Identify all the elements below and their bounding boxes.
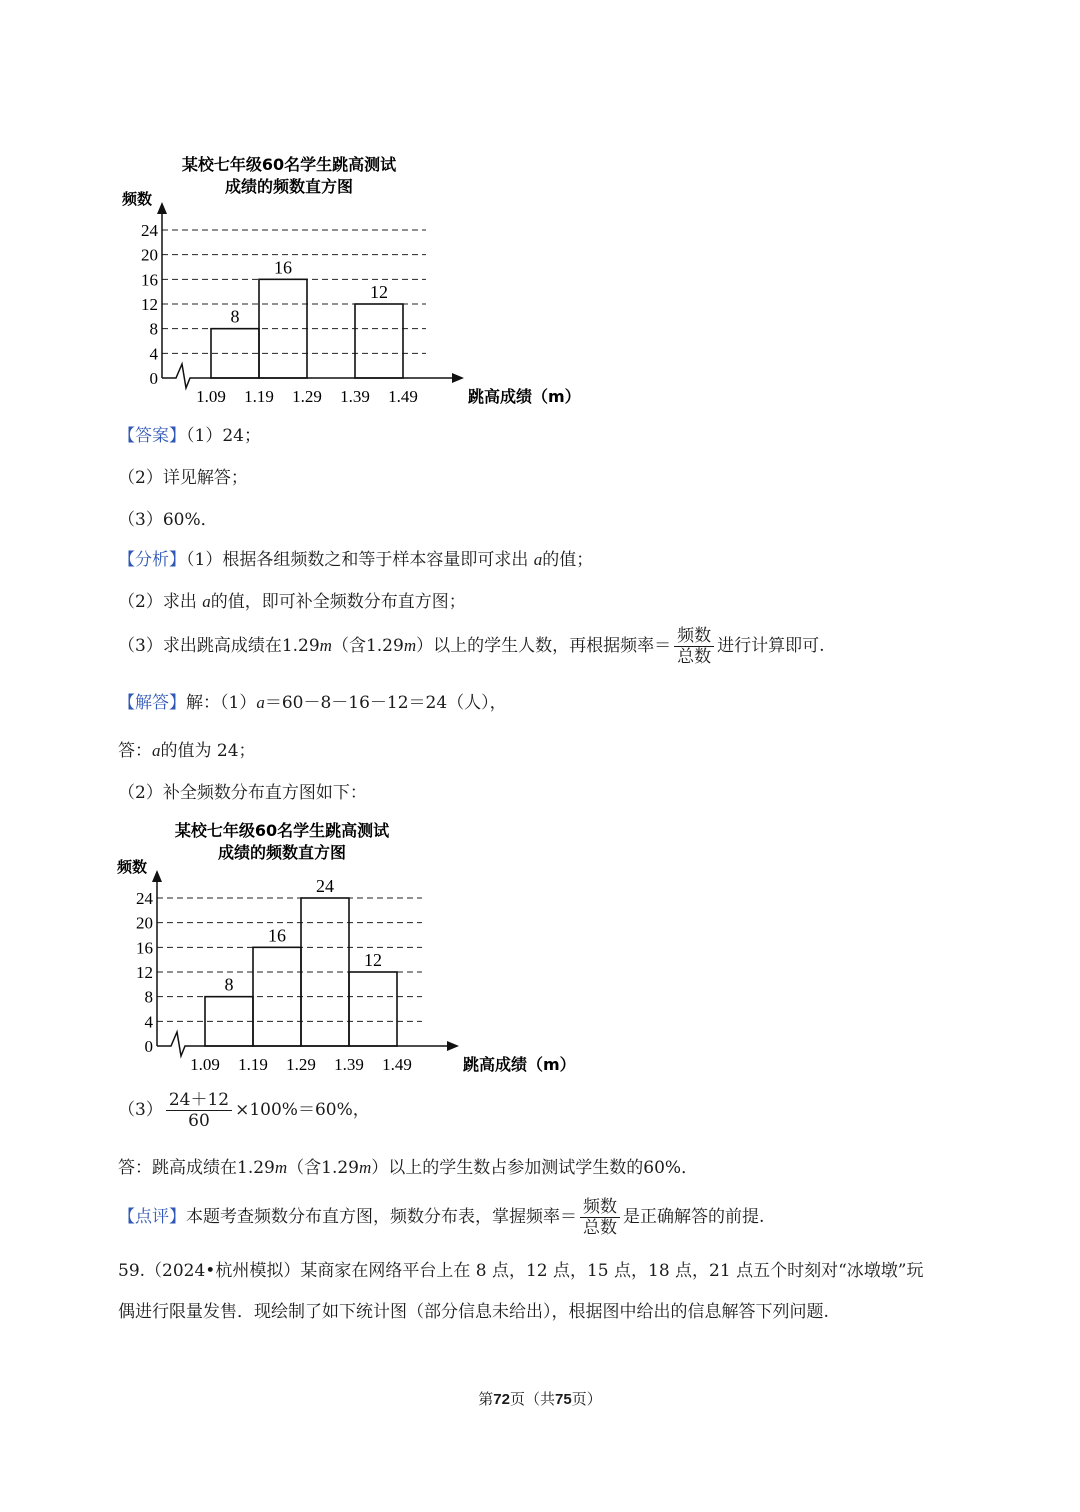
- y-tick-label: 4: [149, 344, 158, 364]
- x-tick-label: 1.09: [196, 387, 226, 406]
- fraction-numerator: 频数: [580, 1197, 620, 1218]
- analysis-text: 进行计算即可.: [717, 636, 825, 656]
- x-tick-label: 1.19: [244, 387, 274, 406]
- fraction-ratio: [166, 1090, 232, 1131]
- analysis-text: （2）求出: [118, 592, 197, 612]
- question-text: 59.（2024•杭州模拟）某商家在网络平台上在 8 点，12 点，15 点，18 点，21 点五个时刻对“冰墩墩”玩: [118, 1261, 924, 1281]
- solution-text: 答：: [118, 741, 152, 761]
- question-59-line-1: [118, 1259, 923, 1283]
- x-axis: [157, 1032, 457, 1056]
- chart-subtitle: 成绩的频数直方图: [224, 177, 354, 196]
- histogram-bar: [349, 972, 397, 1046]
- analysis-text: 的值；: [542, 550, 594, 570]
- bar-value-label: 8: [224, 974, 234, 995]
- chart-subtitle: 成绩的频数直方图: [217, 843, 347, 862]
- answer-tag: 【答案】: [118, 426, 186, 446]
- bar-value-label: 16: [274, 257, 292, 278]
- fraction-denominator: 60: [188, 1111, 210, 1131]
- x-axis-label: 跳高成绩（m）: [468, 387, 581, 406]
- footer-text: 第: [478, 1390, 494, 1408]
- answer-part-1: （1）24；: [186, 426, 261, 446]
- fraction-frequency: [580, 1197, 620, 1238]
- analysis-text: ）以上的学生人数，再根据频率＝: [416, 636, 672, 656]
- y-tick-label: 0: [144, 1037, 153, 1056]
- page-number: 72: [493, 1391, 510, 1408]
- x-axis-arrow: [447, 1041, 459, 1051]
- y-tick-label: 4: [144, 1012, 153, 1032]
- y-tick-label: 20: [136, 913, 153, 933]
- answer-part-2: （2）详见解答；: [118, 468, 248, 488]
- footer-text: 页（共: [509, 1390, 555, 1408]
- variable-a: a: [152, 741, 161, 760]
- unit-m: m: [274, 1158, 288, 1177]
- page-footer: [0, 1388, 1080, 1409]
- question-59-line-2: [118, 1300, 829, 1324]
- analysis-tag: 【分析】: [118, 550, 186, 570]
- analysis-text: （含1.29: [331, 636, 404, 656]
- x-tick-label: 1.29: [286, 1055, 316, 1074]
- comment-text: 本题考查频数分布直方图，频数分布表，掌握频率＝: [186, 1207, 577, 1227]
- y-tick-label: 16: [136, 938, 153, 958]
- unit-m: m: [359, 1158, 372, 1177]
- fraction-denominator: 总数: [677, 647, 712, 667]
- bar-value-label: 12: [370, 282, 388, 302]
- x-tick-label: 1.49: [388, 387, 418, 406]
- x-tick-label: 1.19: [238, 1055, 268, 1074]
- solution-text: 的值为 24；: [160, 741, 256, 761]
- bar-value-label: 24: [316, 876, 334, 896]
- variable-a: a: [533, 550, 543, 569]
- analysis-text: （1）根据各组频数之和等于样本容量即可求出: [186, 550, 529, 570]
- x-tick-label: 1.09: [190, 1055, 220, 1074]
- bar-value-label: 8: [230, 306, 240, 327]
- y-tick-label: 0: [149, 369, 158, 388]
- solution-text: 解：（1）: [186, 693, 257, 713]
- solution-tag: 【解答】: [118, 693, 186, 713]
- solution-text: ＝60－8－16－12＝24（人），: [264, 693, 507, 713]
- solution-text: ）以上的学生数占参加测试学生数的60%．: [371, 1158, 699, 1178]
- fraction-denominator: 总数: [583, 1218, 617, 1238]
- solution-text: （含1.29: [287, 1158, 359, 1178]
- y-tick-label: 24: [136, 889, 153, 908]
- y-tick-label: 20: [141, 245, 158, 265]
- fraction-numerator: 频数: [674, 626, 714, 647]
- y-tick-label: 16: [141, 270, 158, 290]
- comment-text: 是正确解答的前提.: [623, 1207, 765, 1227]
- total-pages: 75: [555, 1391, 572, 1408]
- chart-title: 某校七年级60名学生跳高测试: [181, 155, 397, 174]
- chart-title: 某校七年级60名学生跳高测试: [174, 821, 390, 840]
- x-tick-label: 1.29: [292, 387, 322, 406]
- x-axis-label: 跳高成绩（m）: [463, 1055, 576, 1074]
- comment-tag: 【点评】: [118, 1207, 186, 1227]
- y-axis-arrow: [152, 870, 162, 882]
- variable-a: a: [202, 592, 211, 611]
- analysis-text: 的值，即可补全频数分布直方图；: [210, 592, 466, 612]
- y-tick-label: 8: [149, 319, 158, 339]
- comment-line: [118, 1197, 764, 1238]
- fraction-numerator: 24＋12: [166, 1090, 232, 1111]
- solution-text: ×100%＝60%，: [235, 1100, 370, 1120]
- unit-m: m: [319, 636, 332, 655]
- solution-line-5: [118, 1156, 698, 1180]
- y-axis-label: 频数: [122, 190, 153, 208]
- solution-text: 答：跳高成绩在1.29: [118, 1158, 275, 1178]
- x-tick-label: 1.39: [340, 387, 370, 406]
- y-tick-label: 24: [141, 221, 158, 240]
- y-tick-label: 8: [144, 987, 153, 1007]
- solution-line-4: [118, 1090, 370, 1131]
- y-tick-label: 12: [136, 963, 153, 982]
- unit-m: m: [403, 636, 417, 655]
- analysis-text: （3）求出跳高成绩在1.29: [118, 636, 320, 656]
- x-tick-label: 1.39: [334, 1055, 364, 1074]
- solution-text: （3）: [118, 1100, 163, 1120]
- variable-a: a: [256, 693, 265, 712]
- y-tick-label: 12: [141, 295, 158, 314]
- question-text: 偶进行限量发售．现绘制了如下统计图（部分信息未给出），根据图中给出的信息解答下列问题.: [118, 1302, 829, 1322]
- bar-value-label: 16: [268, 925, 286, 946]
- x-tick-label: 1.49: [382, 1055, 412, 1074]
- bar-value-label: 12: [364, 950, 382, 970]
- y-axis-label: 频数: [117, 858, 148, 876]
- solution-text: （2）补全频数分布直方图如下：: [118, 783, 367, 803]
- footer-text: 页）: [571, 1390, 602, 1408]
- answer-part-3: （3）60%．: [118, 510, 218, 530]
